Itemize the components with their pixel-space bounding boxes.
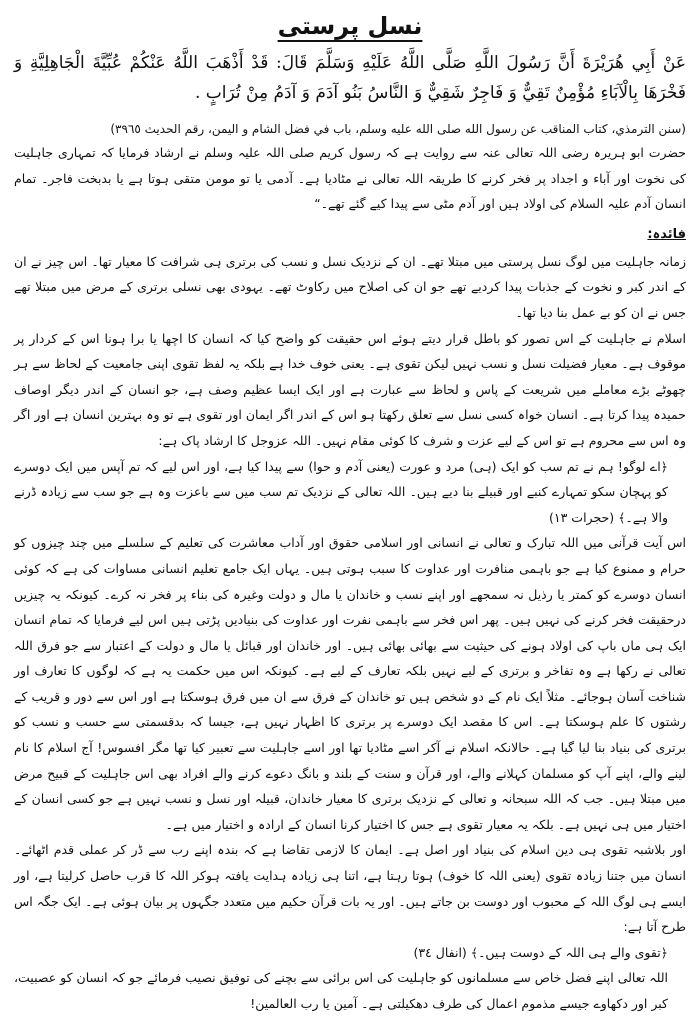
closing-prayer: اللہ تعالی اپنے فضل خاص سے مسلمانوں کو جاہلیت کی اس برائی سے بچنے کی توفیق نصیب فرمائے جو کہ انسان کو عصبیت، کبر اور دکھاوے جیسے مذموم اعمال کی طرف دھکیلتی ہے۔ آمین یا رب العالمین! xyxy=(14,970,668,1011)
quran-verse-hujurat: ﴿اے لوگو! ہم نے تم سب کو ایک (ہی) مرد و عورت (یعنی آدم و حوا) سے پیدا کیا ہے، اور اس لیے کہ تم آپس میں ایک دوسرے کو پہچان سکو تمہارے کنبے اور قبیلے بنا دیے ہیں۔ اللہ تعالی کے نزدیک تم سب میں سے باعزت وہ ہے جو سب سے زیادہ ڈرنے والا ہے۔﴾ (حجرات ١٣) xyxy=(14,458,668,525)
page-title: نسل پرستی xyxy=(277,12,423,40)
body-paragraph-4: اور بلاشبہ تقوی ہی دین اسلام کی بنیاد اور اصل ہے۔ ایمان کا لازمی تقاضا ہے کہ بندہ اپنے رب سے ڈر کر عملی قدم اٹھائے۔ انسان میں جتنا زیادہ تقوی (یعنی اللہ کا خوف) ہوتا رہتا ہے، اتنا ہی زیادہ ہدایت یافتہ ہوکر اللہ کا قرب حاصل کرلیتا ہے، اور ایسے ہی لوگ اللہ کے محبوب اور دوست بن جاتے ہیں۔ اور یہ بات قرآن حکیم میں متعدد جگہوں پر بیان ہوئی ہے۔ ایک جگہ اس طرح آتا ہے: xyxy=(14,842,686,935)
body-paragraph-1: زمانہ جاہلیت میں لوگ نسل پرستی میں مبتلا تھے۔ ان کے نزدیک نسل و نسب کی برتری ہی شرافت کا معیار تھا۔ اس چیز نے ان کے اندر کبر و نخوت کے جذبات پیدا کردیے تھے جو ان کی اصلاح میں رکاوٹ تھے۔ یہودی بھی نسلی برتری کے مرض میں مبتلا تھے جس نے ان کو بے عمل بنا دیا تھا۔ xyxy=(14,253,686,320)
hadith-arabic-text: عَنْ أَبِي هُرَيْرَةَ أَنَّ رَسُولَ اللَّهِ صَلَّى اللَّهُ عَلَيْهِ وَسَلَّمَ قَالَ: قَدْ أَذْهَبَ اللَّهُ عَنْكُمْ عُبِّيَّةَ الْجَاهِلِيَّةِ وَ فَخْرَهَا بِالْآبَاءِ مُؤْمِنٌ تَقِيٌّ وَ فَاجِرٌ شَقِيٌّ وَ النَّاسُ بَنُو آدَمَ وَ آدَمُ مِنْ تُرَابٍ . xyxy=(14,53,686,103)
body-paragraph-3: اس آیت قرآنی میں اللہ تبارک و تعالی نے انسانی اور اسلامی حقوق اور آداب معاشرت کی تعلیم کے سلسلے میں چند چیزوں کو حرام و ممنوع کیا ہے جو باہمی منافرت اور عداوت کا سبب ہوتی ہیں۔ یہاں ایک جامع تعلیم انسانی مساوات کی ہے کہ کوئی انسان دوسرے کو کمتر یا رذیل نہ سمجھے اور اپنے نسب و خاندان یا مال و دولت وغیرہ کی بناء پر فخر نہ کرے۔ کیونکہ یہ چیزیں درحقیقت فخر کرنے کی نہیں ہیں۔ پھر اس فخر سے باہمی نفرت اور عداوت کی بنیادیں پڑتی ہیں اس لیے فرمایا کہ تمام انسان ایک ہی ماں باپ کی اولاد ہونے کی حیثیت سے بھائی بھائی ہیں۔ اور خاندان اور قبائل یا مال و دولت کے اعتبار سے جو فرق اللہ تعالی نے رکھا ہے وہ تفاخر و برتری کے لیے نہیں بلکہ تعارف کے لیے ہے۔ کیونکہ اس میں حکمت یہ ہے کہ لوگوں کا تعارف اور شناخت آسان ہوجائے۔ مثلاً ایک نام کے دو شخص ہیں تو خاندان کے فرق سے ان میں فرق ہوسکتا ہے اور اس سے دور و قریب کے رشتوں کا علم ہوسکتا ہے۔ اس کا مقصد ایک دوسرے پر برتری کا اظہار نہیں ہے، جیسا کہ بدقسمتی سے حسب و نسب کو برتری کی بنیاد بنا لیا گیا ہے۔ حالانکہ اسلام نے آکر اسے مٹادیا تھا اور اسے جاہلیت سے تعبیر کیا تھا مگر افسوس! آج اسلام کا نام لینے والے، اپنے آپ کو مسلمان کہلانے والے، اور قرآن و سنت کے بلند و بانگ دعوے کرنے والے افراد بھی اس جاہلیت کے قبیح مرض میں مبتلا ہیں۔ جب کہ اللہ سبحانہ و تعالی کے نزدیک برتری کا معیار خاندان، قبیلہ اور نسل و نسب نہیں ہے جو کسی انسان کے اختیار میں ہی نہیں ہے۔ بلکہ یہ معیار تقوی ہے جس کا اختیار کرنا انسان کے ارادہ و اختیار میں ہے۔ xyxy=(14,535,686,832)
hadith-reference: (سنن الترمذي، كتاب المناقب عن رسول الله صلى الله عليه وسلم، باب في فضل الشام و اليمن، رقم الحديث ٣٩٦٥) xyxy=(110,122,686,136)
quran-verse-anfal: ﴿تقوی والے ہی اللہ کے دوست ہیں۔﴾ (انفال ٣٤) xyxy=(413,944,668,960)
benefit-heading: فائدہ: xyxy=(647,226,686,242)
body-paragraph-2: اسلام نے جاہلیت کے اس تصور کو باطل قرار دیتے ہوئے اس حقیقت کو واضح کیا کہ انسان کا اچھا یا برا ہونا اس کے کردار پر موقوف ہے۔ معیار فضیلت نسل و نسب نہیں لیکن تقوی ہے۔ یعنی خوف خدا ہے بلکہ یہ لفظ تقوی اپنی جامعیت کے لحاظ سے ہر چھوٹے بڑے معاملے میں شریعت کے پاس و لحاظ سے عبارت ہے اور ایک ایسا عظیم وصف ہے، جو انسان کے اندر دیگر اوصاف حمیدہ پیدا کرتا ہے۔ انسان خواہ کسی نسل سے تعلق رکھتا ہو اس کے اندر اگر ایمان اور تقوی ہے تو وہ بہترین انسان ہے اور اگر وہ اس سے محروم ہے تو اس کے لیے عزت و شرف کا کوئی مقام نہیں۔ اللہ عزوجل کا ارشاد پاک ہے: xyxy=(14,330,686,448)
document-page xyxy=(14,8,686,1017)
hadith-translation: حضرت ابو ہریرہ رضی اللہ تعالی عنہ سے روایت ہے کہ رسول کریم صلی اللہ علیہ وسلم نے ارشاد فرمایا کہ تمہاری جاہلیت کی نخوت اور آباء و اجداد پر فخر کرنے کا طریقہ اللہ تعالی نے مٹادیا ہے۔ آدمی یا تو مومن متقی ہوتا ہے یا بدبخت فاجر۔ تمام انسان آدم علیہ السلام کی اولاد ہیں اور آدم مٹی سے پیدا کیے گئے تھے۔“ xyxy=(14,145,686,212)
